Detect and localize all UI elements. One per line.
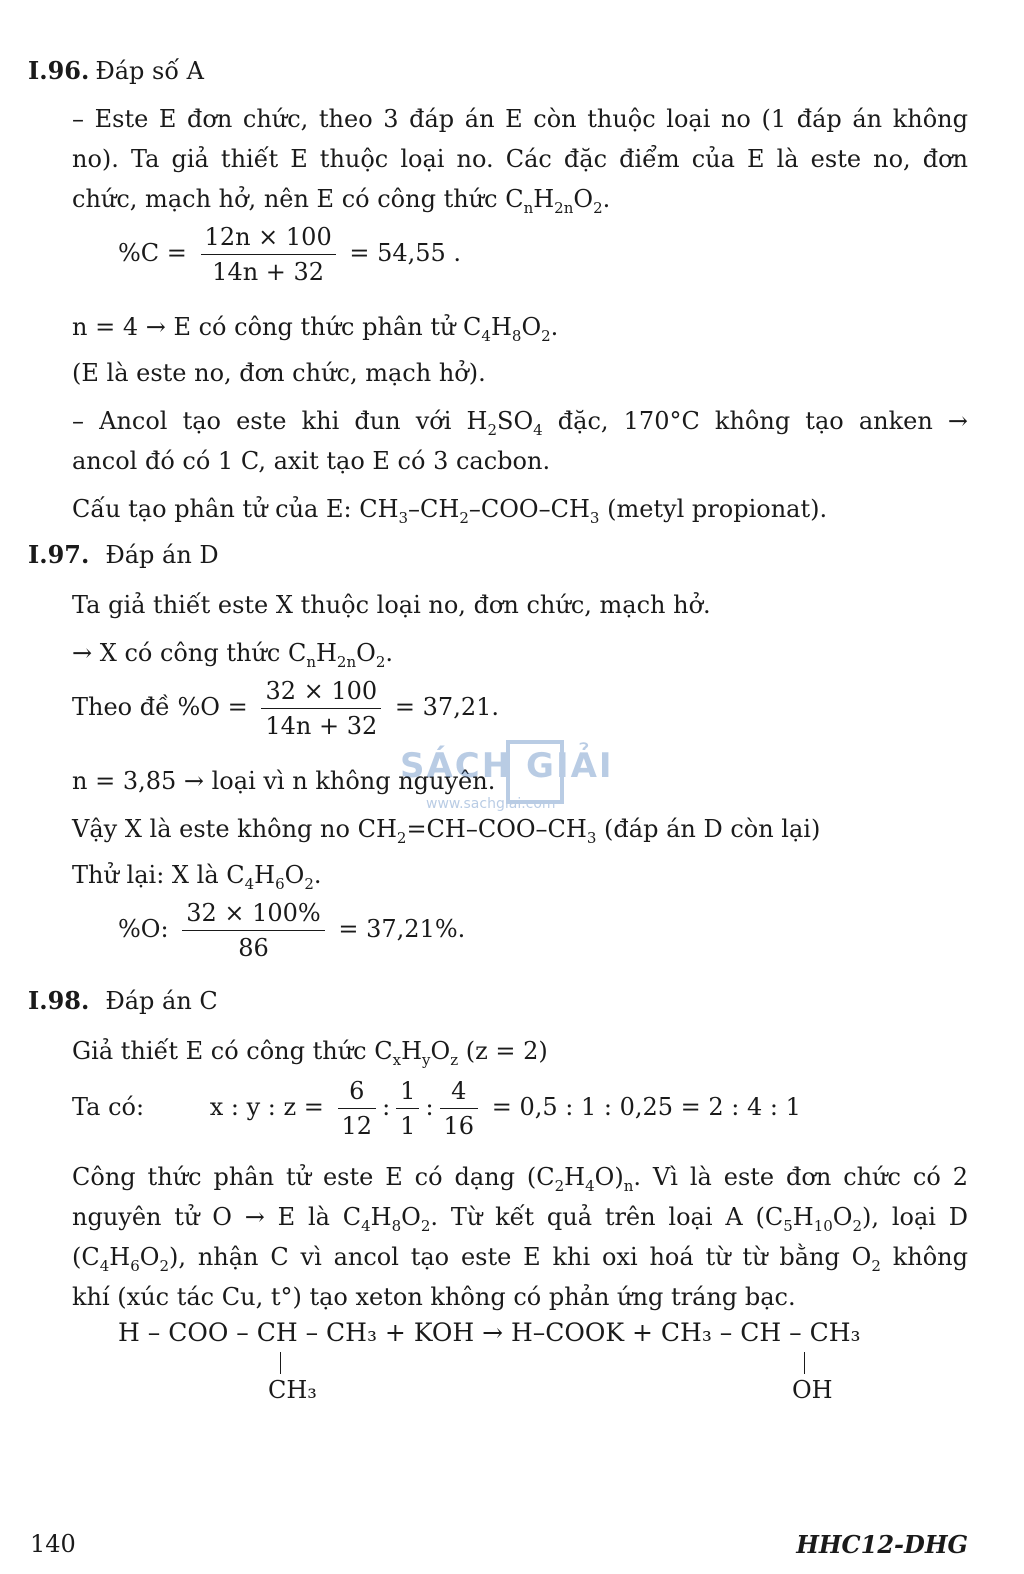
check-oxygen-formula: %O: $\frac{32 \times 100\%}{86}$ = 37,21%. (118, 899, 466, 962)
reaction-equation (118, 1318, 938, 1418)
section-heading-i96: I.96. Đáp số A (28, 56, 204, 85)
paragraph-line: – Este E đơn chức, theo 3 đáp án E còn thuộc loại no (1 đáp án không (72, 105, 968, 133)
percent-carbon-formula: %C = $\frac{12n \times 100}{14n + 32}$ = 54,55 . (118, 223, 462, 286)
paragraph-line: → X có công thức $C_nH_{2n}O_2$. (72, 639, 394, 671)
watermark-logo: SÁCH GIẢI www.sachgiai.com (400, 740, 620, 820)
paragraph-line: Thử lại: X là $C_4H_6O_2$. (72, 861, 322, 893)
bond-line (280, 1352, 281, 1374)
ratio-formula: Ta có: x : y : z = $\frac{6}{12}$ : $\frac{1}{1}$ : $\frac{4}{16}$ = 0,5 : 1 : 0,25 = 2 : 4 : 1 (72, 1077, 801, 1140)
book-code: HHC12-DHG (796, 1530, 968, 1559)
methyl-branch: CH₃ (268, 1376, 317, 1404)
paragraph-line: chức, mạch hở, nên E có công thức $C_nH_{2n}O_2$. (72, 185, 611, 217)
paragraph-line: Cấu tạo phân tử của E: $CH_3-CH_2-COO-CH_3$ (metyl propionat). (72, 495, 828, 527)
paragraph-line: – Ancol tạo este khi đun với $H_2SO_4$ đặc, 170°C không tạo anken → (72, 407, 969, 439)
paragraph-line: ancol đó có 1 C, axit tạo E có 3 cacbon. (72, 447, 551, 475)
paragraph-line: Công thức phân tử este E có dạng $(C_2H_4O)_n$. Vì là este đơn chức có 2 (72, 1163, 968, 1195)
paragraph-line: no). Ta giả thiết E thuộc loại no. Các đặc điểm của E là este no, đơn (72, 145, 968, 173)
equation-main-line: H – COO – CH – CH₃ + KOH → H–COOK + CH₃ – CH – CH₃ (118, 1318, 861, 1347)
paragraph-line: n = 4 → E có công thức phân tử $C_4H_8O_2$. (72, 313, 559, 345)
bond-line (804, 1352, 805, 1374)
paragraph-line: Vậy X là este không no $CH_2=CH-COO-CH_3$ (đáp án D còn lại) (72, 815, 821, 847)
hydroxyl-branch: OH (792, 1376, 833, 1404)
page-number: 140 (30, 1530, 76, 1558)
paragraph-line: (E là este no, đơn chức, mạch hở). (72, 359, 486, 387)
paragraph-line: Ta giả thiết este X thuộc loại no, đơn chức, mạch hở. (72, 591, 711, 619)
section-heading-i98: I.98. Đáp án C (28, 986, 218, 1015)
paragraph-line: n = 3,85 → loại vì n không nguyên. (72, 767, 496, 795)
section-heading-i97: I.97. Đáp án D (28, 540, 219, 569)
percent-oxygen-formula: Theo đề %O = $\frac{32 \times 100}{14n + 32}$ = 37,21. (72, 677, 499, 740)
paragraph-line: khí (xúc tác Cu, t°) tạo xeton không có phản ứng tráng bạc. (72, 1283, 796, 1311)
paragraph-line: nguyên tử O → E là $C_4H_8O_2$. Từ kết quả trên loại A $(C_5H_{10}O_2)$, loại D (72, 1203, 968, 1235)
paragraph-line: Giả thiết E có công thức $C_xH_yO_z$ (z = 2) (72, 1037, 548, 1069)
paragraph-line: $(C_4H_6O_2)$, nhận C vì ancol tạo este E khi oxi hoá từ từ bằng $O_2$ không (72, 1243, 968, 1275)
